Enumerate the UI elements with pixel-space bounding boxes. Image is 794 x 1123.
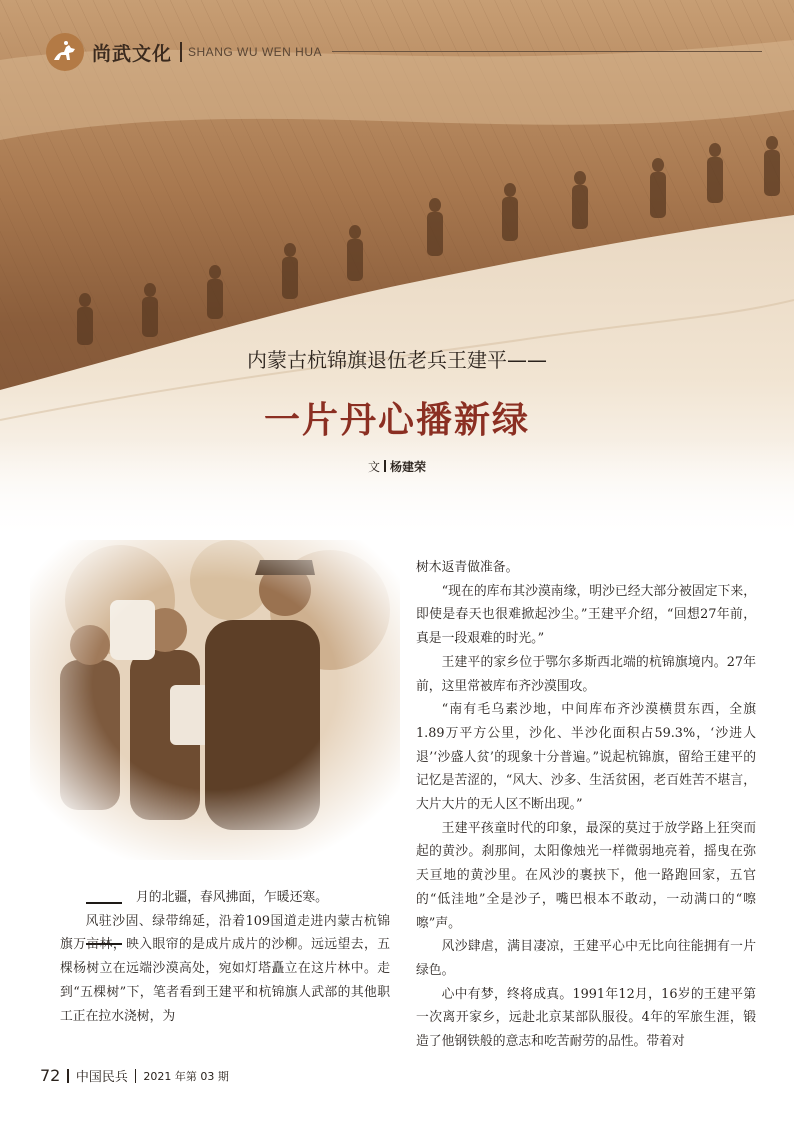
header-divider [180, 42, 182, 62]
footer-divider [135, 1069, 137, 1083]
paragraph: 树木返青做准备。 [416, 560, 519, 575]
paragraph: 王建平孩童时代的印象，最深的莫过于放学路上狂突而起的黄沙。刹那间，太阳像烛光一样微弱地亮着，摇曳在弥天亘地的黄沙里。在风沙的裹挟下，他一路跑回家，五官的“低洼地”全是沙子，嘴巴根本不敢动，一动满口的“嚓嚓”声。 [416, 820, 756, 931]
paragraph: 月的北疆，春风拂面，乍暖还寒。 [136, 890, 328, 905]
paragraph: “现在的库布其沙漠南缘，明沙已经大部分被固定下来，即使是春天也很难掀起沙尘。”王建平介绍，“回想27年前，真是一段艰难的时光。” [416, 583, 756, 647]
header-rule [332, 51, 762, 52]
paragraph-text: 风驻沙固、绿带绵延，沿着109国道走进内蒙古杭锦旗万亩林，映入眼帘的是成片成片的沙柳。远远望去，五棵杨树立在远端沙漠高处，宛如灯塔矗立在这片林中。走到“五棵树”下，笔者看到王建平和杭锦旗人武部的其他职工正在拉水浇树，为 [60, 913, 390, 1024]
page-footer [40, 1066, 229, 1085]
page-number: 72 [40, 1066, 61, 1085]
column-header [46, 32, 322, 72]
paragraph: 风沙肆虐，满目凄凉，王建平心中无比向往能拥有一片绿色。 [416, 939, 756, 978]
column-pinyin: SHANG WU WEN HUA [188, 45, 323, 59]
body-column-left [60, 886, 390, 1028]
byline [0, 458, 794, 475]
inset-photo [30, 540, 400, 860]
article-subtitle: 内蒙古杭锦旗退伍老兵王建平—— [247, 348, 547, 372]
soldiers-carrying-water-photo [30, 540, 400, 860]
article-title: 一片丹心播新绿 [263, 399, 530, 441]
footer-divider [67, 1069, 69, 1083]
paragraph: 王建平的家乡位于鄂尔多斯西北端的杭锦旗境内。27年前，这里常被库布齐沙漠围攻。 [416, 654, 756, 694]
paragraph [60, 910, 390, 1029]
author-name: 杨建荣 [390, 460, 427, 474]
horse-rider-icon [46, 33, 84, 71]
column-name: 尚武文化 [92, 42, 173, 65]
issue-number: 2021 年第 03 期 [143, 1069, 229, 1083]
paragraph: 心中有梦，终将成真。1991年12月，16岁的王建平第一次离开家乡，远赴北京某部队服役。4年的军旅生涯，锻造了他钢铁般的意志和吃苦耐劳的品性。带着对 [416, 986, 756, 1050]
byline-divider [384, 460, 386, 472]
byline-prefix: 文 [367, 460, 380, 474]
body-column-right [416, 556, 756, 1054]
paragraph: “南有毛乌素沙地，中间库布齐沙漠横贯东西，全旗1.89万平方公里，沙化、半沙化面积占59.3%，‘沙进人退’‘沙盛人贫’的现象十分普遍。”说起杭锦旗，留给王建平的记忆是苦涩的，“风大、沙多、生活贫困，老百姓苦不堪言，大片大片的无人区不断出现。” [416, 702, 756, 813]
magazine-name: 中国民兵 [75, 1070, 128, 1085]
